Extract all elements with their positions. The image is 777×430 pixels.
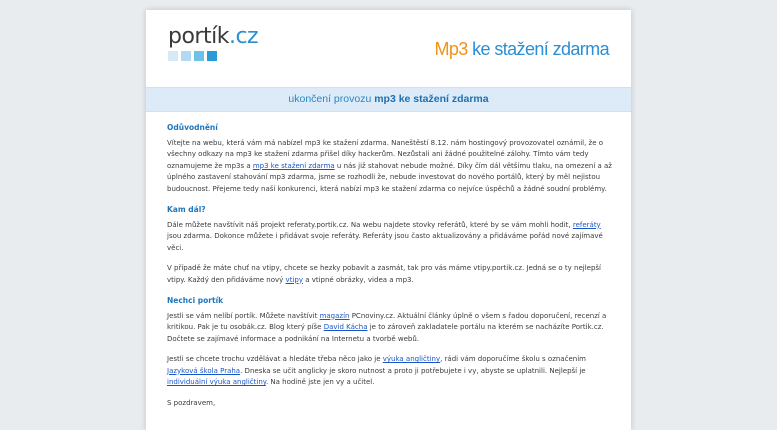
paragraph: V případě že máte chuť na vtipy, chcete se hezky pobavit a zasmát, tak pro vás máme vtipy.portik.cz. Jedná se o ty nejlepší vtipy. Každý den přidáváme nový vtipy a vtipné obrázky, videa a mp3. — [167, 264, 601, 284]
section-heading: Nechci portík — [167, 296, 224, 305]
section-nechci-portik — [167, 295, 612, 409]
header — [146, 10, 631, 76]
closure-banner: ukončení provozu mp3 ke stažení zdarma — [146, 87, 631, 112]
section-kam-dal — [167, 204, 612, 286]
logo-square — [194, 51, 204, 61]
logo-square — [207, 51, 217, 61]
page-container — [146, 10, 631, 430]
header-title: Mp3 ke stažení zdarma — [434, 39, 609, 59]
vtipy-link[interactable]: vtipy — [285, 275, 303, 284]
paragraph: Vítejte na webu, která vám má nabízel mp3 ke stažení zdarma. Naneštěstí 8.12. nám hostingový provozovatel oznámil, že o všechny odkazy na mp3 ke stažení zdarma přišel díky hackerům. Nezůstali ani žádné použitelné zálohy. Tímto vám tedy oznamujeme že mp3s a mp3 ke stažení zdarma u nás již stahovat nebude možné. Díky čím dál většímu tlaku, na omezení a až úplného zastavení stahování mp3 zdarma, jsme se rozhodli že, nebude investovat do nového portálů, který by měl nejistou budoucnost. Přejeme tedy naší konkurenci, která nabízí mp3 ke stažení zdarma co nejvíce úspěchů a žádné soudní problémy. — [167, 138, 612, 193]
vyuka-anglictiny-link[interactable]: výuka angličtiny — [382, 355, 441, 363]
section-heading: Odůvodnění — [167, 123, 218, 132]
mp3-link[interactable]: mp3 ke stažení zdarma — [252, 161, 335, 170]
referaty-link[interactable]: referáty — [572, 220, 601, 229]
paragraph: Jestli se vám nelíbí portík. Můžete navštívit magazín PCnoviny.cz. Aktuální články úplně o všem s řadou doporučení, recenzí a kritikou. Pak je tu osobák.cz. Blog který píše David Kácha je to zároveň zakladatele portálu na kterém se nacházíte Portik.cz. Dočtete se zajímavé informace a podnikání na Internetu a tvorbě webů. — [167, 311, 607, 343]
jazykova-skola-link[interactable]: Jazyková škola Praha — [167, 366, 241, 375]
logo-squares — [168, 51, 258, 61]
site-logo[interactable] — [168, 24, 258, 61]
individualni-vyuka-link[interactable]: individuální výuka angličtiny — [167, 378, 266, 386]
paragraph: Dále můžete navštívit náš projekt referaty.portik.cz. Na webu najdete stovky referátů, které by se vám mohli hodit, referáty jsou zdarma. Dokonce můžete i přidávat svoje referáty. Referáty jsou často aktualizovány a přidáváme pořád nové zajímavé věci. — [167, 220, 603, 252]
paragraph: Jestli se chcete trochu vzdělávat a hledáte třeba něco jako je výuka angličtiny, rádi vám doporučíme školu s označením Jazyková škola Praha. Dneska se učit anglicky je skoro nutnost a proto ji potřebujete i vy, abyste se uplatnili. Nejlepší je individuální výuka angličtiny. Na hodině jste jen vy a učitel. — [167, 355, 586, 386]
main-content — [167, 122, 612, 418]
logo-square — [181, 51, 191, 61]
section-heading: Kam dál? — [167, 205, 206, 214]
logo-text: portík.cz — [168, 24, 259, 49]
section-oduvodneni — [167, 122, 612, 195]
magazin-link[interactable]: magazín — [319, 311, 350, 320]
closing-text: S pozdravem, — [167, 398, 216, 407]
logo-square — [168, 51, 178, 61]
david-kacha-link[interactable]: David Kácha — [323, 323, 368, 331]
